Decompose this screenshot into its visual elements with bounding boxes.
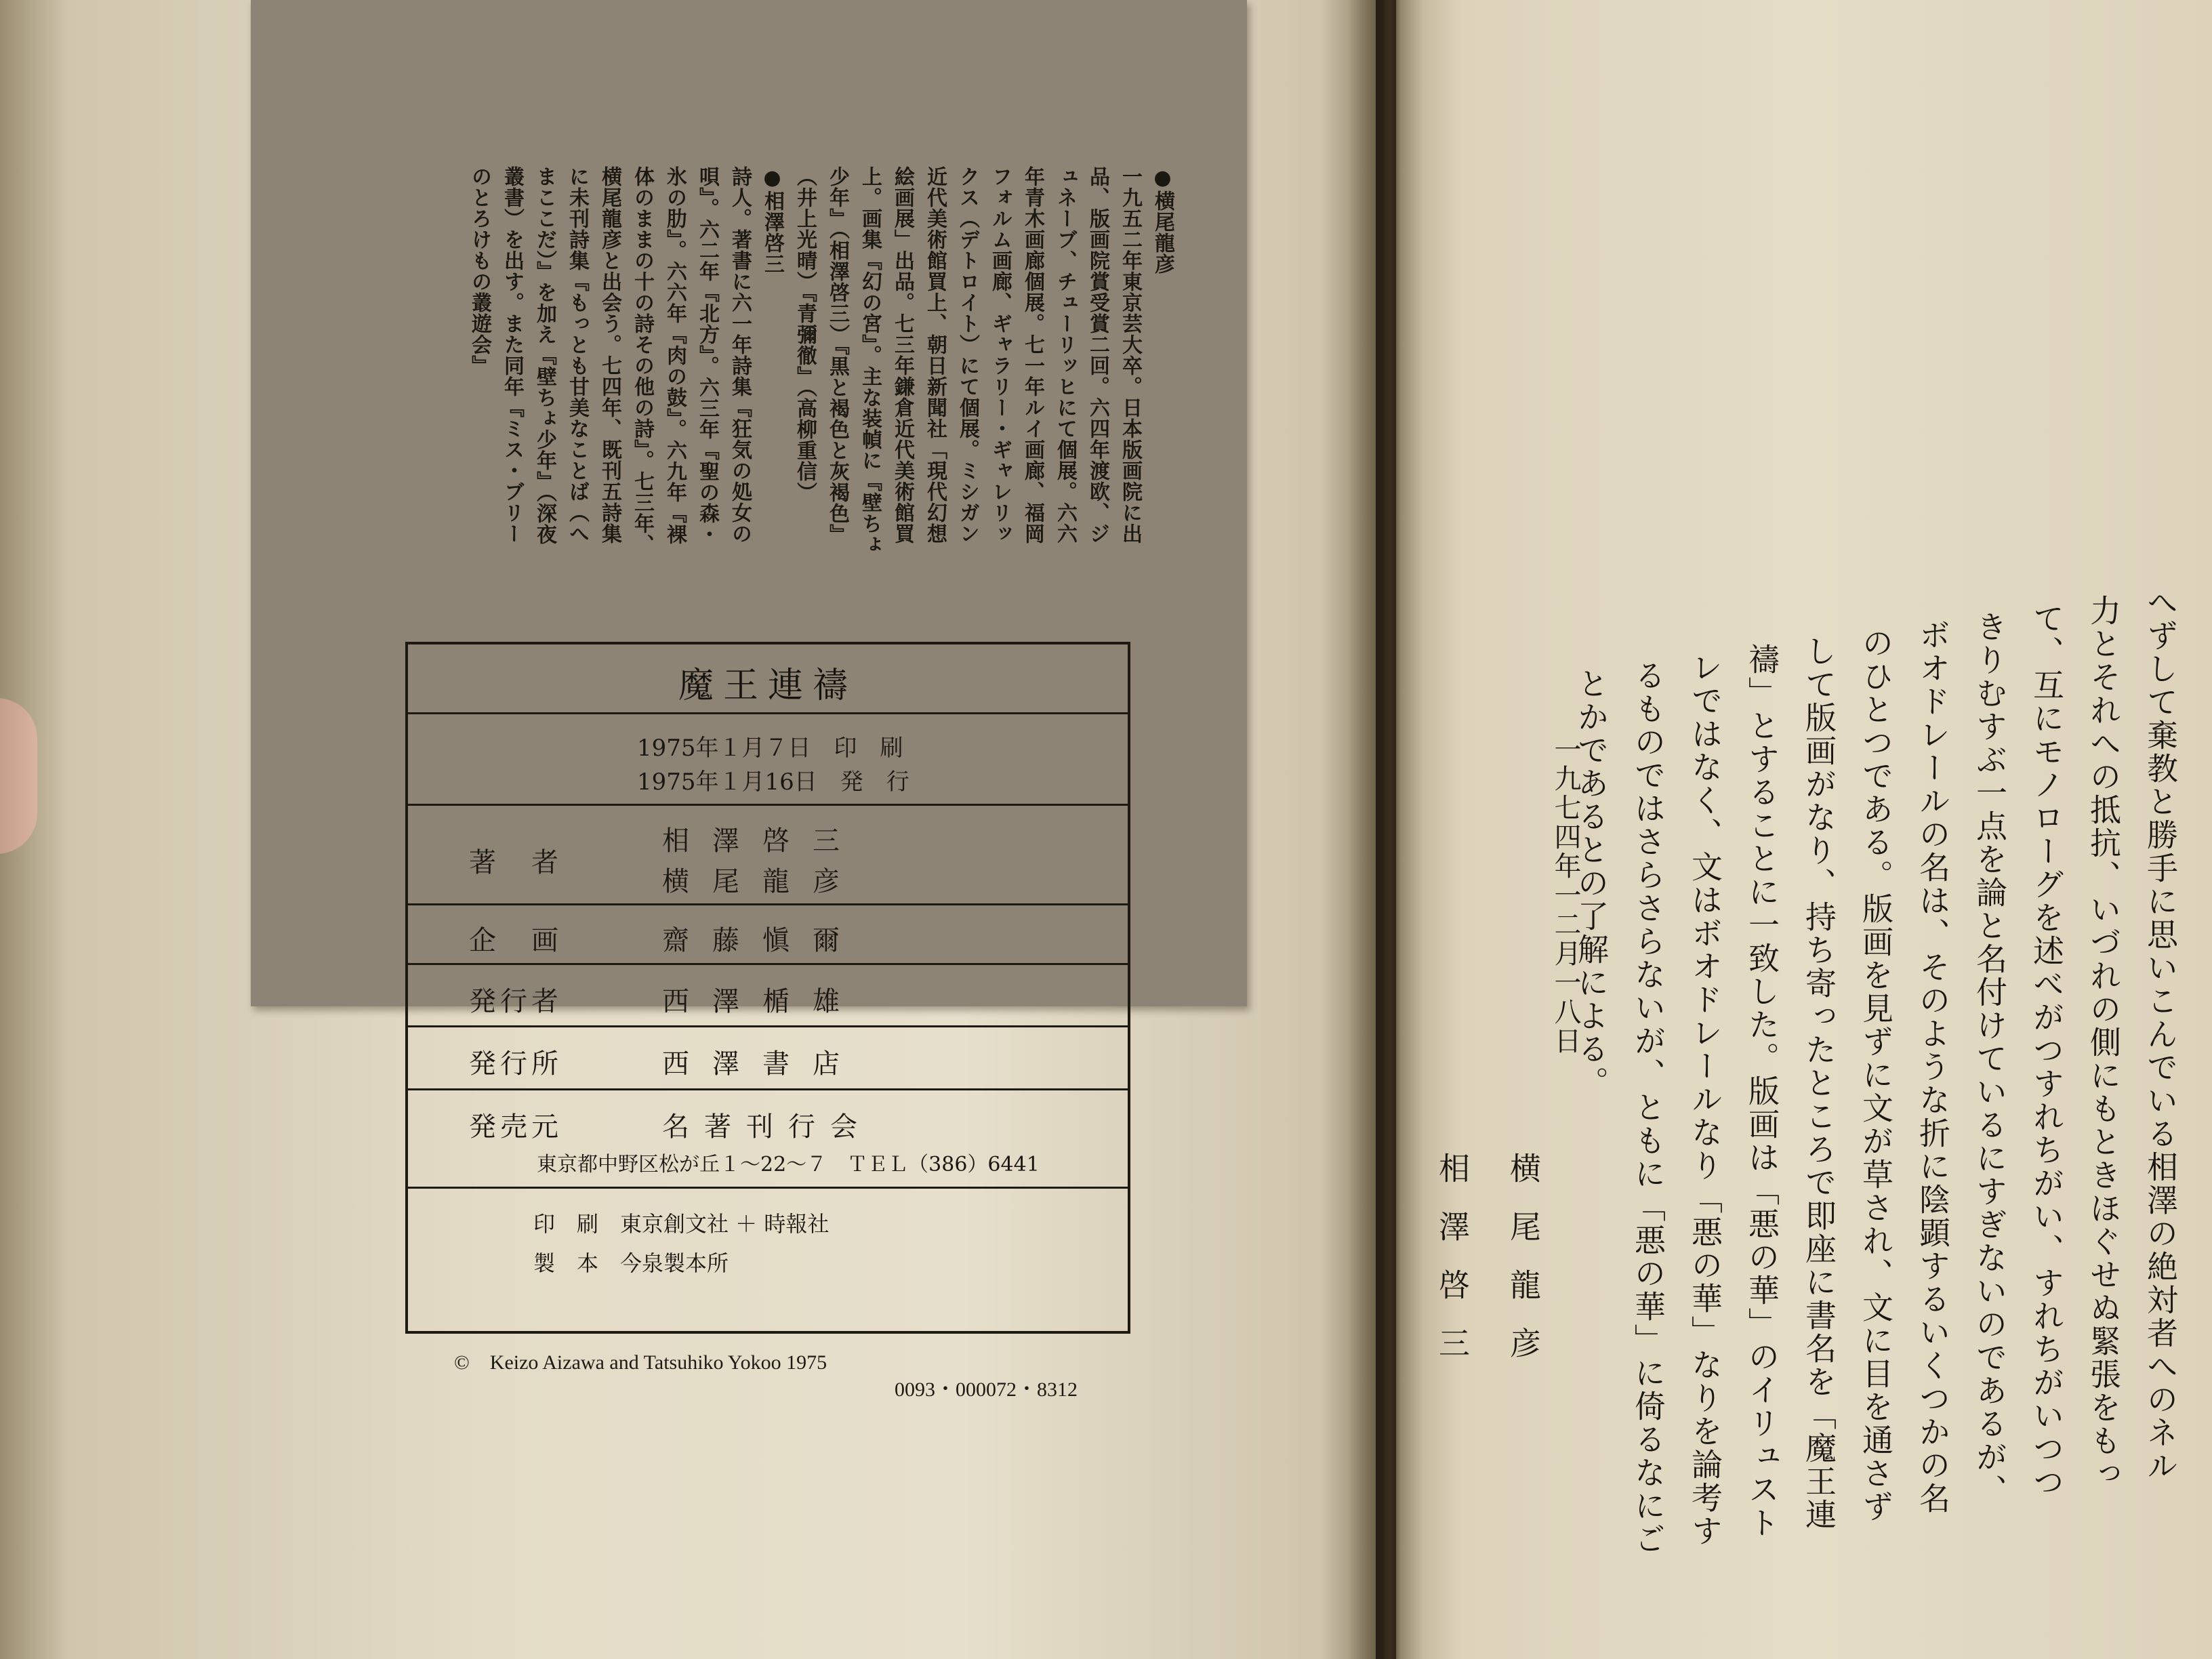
afterword-line: して版画がなり、持ち寄ったところで即座に書名を「魔王連: [1801, 635, 1837, 1532]
publisher-label: 発行者: [469, 986, 562, 1017]
bio-line: 品、版画院賞受賞二回。六四年渡欧、ジ: [1086, 166, 1109, 544]
bio-line: 近代美術館買上、朝日新聞社「現代幻想: [923, 166, 947, 544]
planner: 齋藤愼爾: [662, 925, 863, 956]
bio-line: 詩人。著書に六一年詩集『狂気の処女の: [728, 166, 752, 544]
bio-line: フォルム画廊、ギャラリー・ギャレリッ: [988, 166, 1012, 544]
bio-line: のとろけもの叢遊会』: [468, 166, 491, 376]
bio-line: 絵画展」出品。七三年鎌倉近代美術館買: [890, 166, 914, 544]
publish-date: 1975年１月16日 発 行: [637, 769, 909, 796]
copyright: © Keizo Aizawa and Tatsuhiko Yokoo 1975: [454, 1351, 827, 1374]
signature-aizawa: 相澤啓三: [1434, 1152, 1471, 1385]
bio-line: （井上光晴）『青彌徹』（高柳重信）: [793, 166, 817, 503]
divider: [408, 804, 1128, 806]
seller: 名著刊行会: [662, 1111, 872, 1143]
isbn-code: 0093・000072・8312: [895, 1378, 1078, 1401]
colophon-plate: [251, 0, 1247, 1401]
afterword-line: て、互にモノローグを述べがつすれちがい、すれちがいつつ: [2028, 602, 2065, 1499]
publisher: 西澤楯雄: [662, 986, 863, 1017]
address: 東京都中野区松が丘１～22～７ ＴＥＬ（386）6441: [537, 1153, 1040, 1176]
afterword-line: 力とそれへの抵抗、いづれの側にもときほぐせぬ緊張をもっ: [2085, 594, 2122, 1491]
author-1: 相澤啓三: [662, 825, 863, 857]
thumb: [0, 698, 37, 854]
printer: 印 刷 東京創文社 ＋ 時報社: [533, 1211, 830, 1237]
bio-line: 年青木画廊個展。七一年ルイ画廊、福岡: [1021, 166, 1044, 544]
divider: [408, 712, 1128, 714]
bio-heading: ●横尾龍彦: [1151, 166, 1174, 274]
print-date: 1975年１月７日 印 刷: [637, 735, 903, 762]
binder: 製 本 今泉製本所: [533, 1250, 729, 1276]
bio-line: 横尾龍彦と出会う。七四年、既刊五詩集: [598, 166, 621, 544]
divider: [408, 963, 1128, 965]
divider: [408, 1025, 1128, 1027]
bio-line: ュネーブ、チューリッヒにて個展。六六: [1053, 166, 1077, 544]
afterword-line: とかであるとの了解による。: [1573, 668, 1610, 1099]
bio-line: に未刊詩集『もっとも甘美なことば（へ: [565, 166, 589, 544]
signature-yokoo: 横尾龍彦: [1505, 1152, 1542, 1385]
author-2: 横尾龍彦: [662, 866, 863, 897]
bio-line: 一九五二年東京芸大卒。日本版画院に出: [1118, 166, 1142, 544]
bio-line: 氷の肋』。六六年『肉の鼓』。六九年『裸: [663, 166, 687, 545]
house-label: 発行所: [469, 1048, 562, 1080]
seller-label: 発売元: [469, 1111, 562, 1143]
publishing-house: 西澤書店: [662, 1048, 863, 1080]
bio-line: クス（デトロイト）にて個展。ミシガン: [956, 166, 979, 544]
author-label: 著 者: [469, 847, 562, 878]
bio-line: 上。画集『幻の宮』。主な装幀に『壁ちょ: [858, 166, 882, 555]
divider: [408, 1187, 1128, 1189]
afterword-line: へずして棄教と勝手に思いこんでいる相澤の絶対者へのネル: [2142, 586, 2179, 1483]
bio-line: まここだ）』を加え『壁ちょ少年』（深夜: [533, 166, 556, 545]
colophon-box: [405, 642, 1130, 1334]
bio-line: 叢書）を出す。また同年『ミス・ブリー: [500, 166, 524, 544]
book-title: 魔王連禱: [678, 665, 857, 706]
afterword-line: レではなく、文はボオドレールなり「悪の華」なりを論考す: [1687, 651, 1723, 1548]
bio-line: 少年』（相澤啓三）『黒と褐色と灰褐色』: [825, 166, 849, 545]
bio-line: 体のままの十の詩その他の詩』。七三年、: [630, 166, 654, 555]
afterword-line: のひとつである。版画を見ずに文が草され、文に目を通さず: [1858, 627, 1894, 1523]
divider: [408, 903, 1128, 905]
afterword-line: 禱」とすることに一致した。版画は「悪の華」のイリュスト: [1744, 643, 1780, 1540]
divider: [408, 1088, 1128, 1090]
afterword-line: るものではさらさらないが、ともに「悪の華」に倚るなにご: [1630, 659, 1666, 1556]
bio-line: 唄』。六二年『北方』。六三年『聖の森・: [695, 166, 719, 545]
planner-label: 企 画: [469, 925, 562, 956]
afterword-line: きりむすぶ一点を論と名付けているにすぎないのであるが、: [1971, 611, 2008, 1507]
bio-heading: ●相澤啓三: [760, 166, 784, 274]
book-gutter: [1349, 0, 1423, 1659]
date-line: 一九七四年一二月一八日: [1550, 735, 1581, 1056]
afterword-line: ボオドレールの名は、そのような折に陰顕するいくつかの名: [1914, 619, 1951, 1515]
